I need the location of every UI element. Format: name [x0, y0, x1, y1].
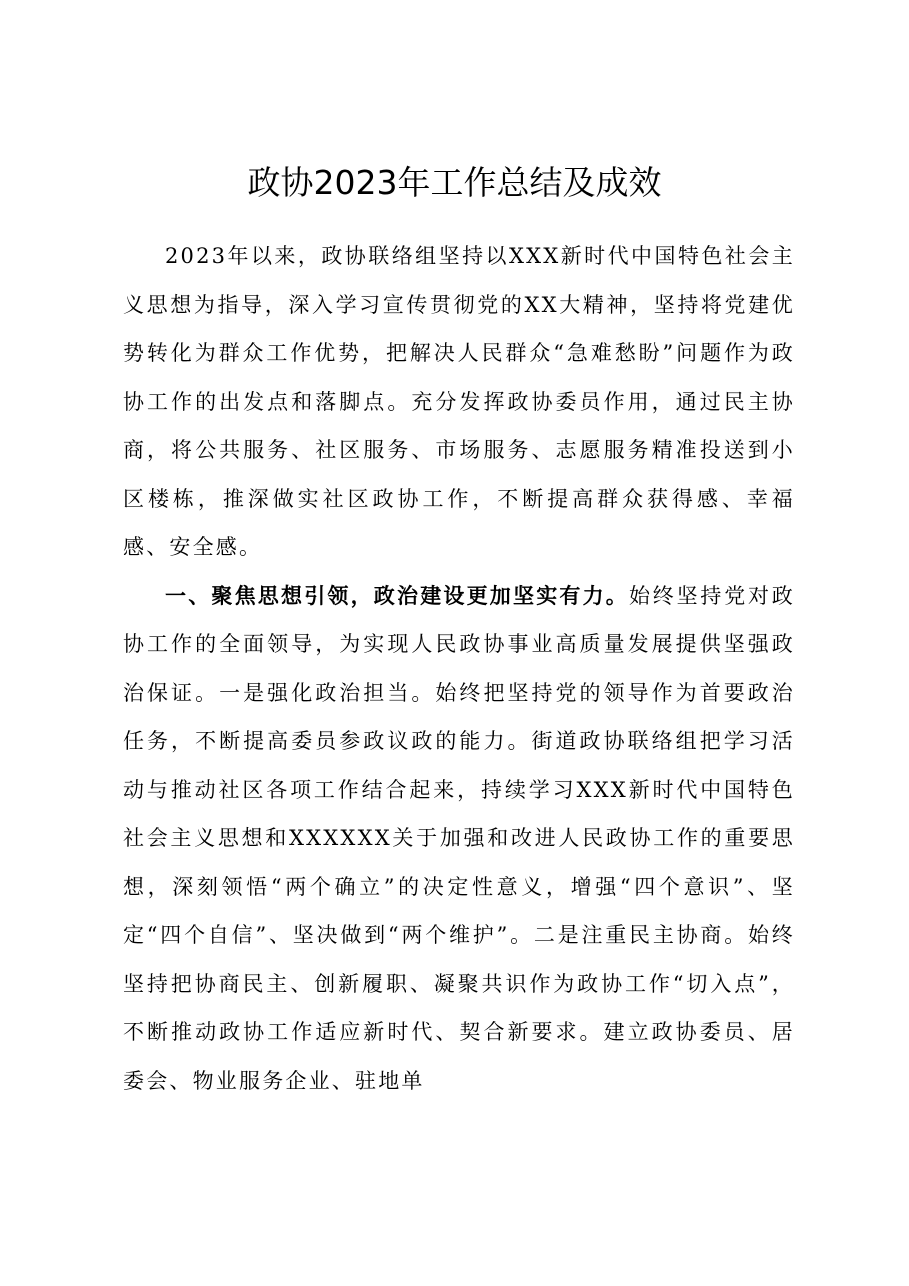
section-one-heading: 一、聚焦思想引领，政治建设更加坚实有力。	[165, 583, 629, 608]
document-body	[123, 232, 795, 1105]
paragraph-section-one	[123, 572, 795, 1106]
document-title: 政协2023年工作总结及成效	[247, 163, 662, 202]
paragraph-intro	[123, 232, 795, 572]
paragraph-intro-text: 2023年以来，政协联络组坚持以XXX新时代中国特色社会主义思想为指导，深入学习宣传贯彻党的XX大精神，坚持将党建优势转化为群众工作优势，把解决人民群众“急难愁盼”问题作为政协工作的出发点和落脚点。充分发挥政协委员作用，通过民主协商，将公共服务、社区服务、市场服务、志愿服务精准投送到小区楼栋，推深做实社区政协工作，不断提高群众获得感、幸福感、安全感。	[123, 244, 795, 559]
section-one-text: 始终坚持党对政协工作的全面领导，为实现人民政协事业高质量发展提供坚强政治保证。一是强化政治担当。始终把坚持党的领导作为首要政治任务，不断提高委员参政议政的能力。街道政协联络组把学习活动与推动社区各项工作结合起来，持续学习XXX新时代中国特色社会主义思想和XXXXXX关于加强和改进人民政协工作的重要思想，深刻领悟“两个确立”的决定性意义，增强“四个意识”、坚定“四个自信”、坚决做到“两个维护”。二是注重民主协商。始终坚持把协商民主、创新履职、凝聚共识作为政协工作“切入点”，不断推动政协工作适应新时代、契合新要求。建立政协委员、居委会、物业服务企业、驻地单	[123, 583, 795, 1093]
